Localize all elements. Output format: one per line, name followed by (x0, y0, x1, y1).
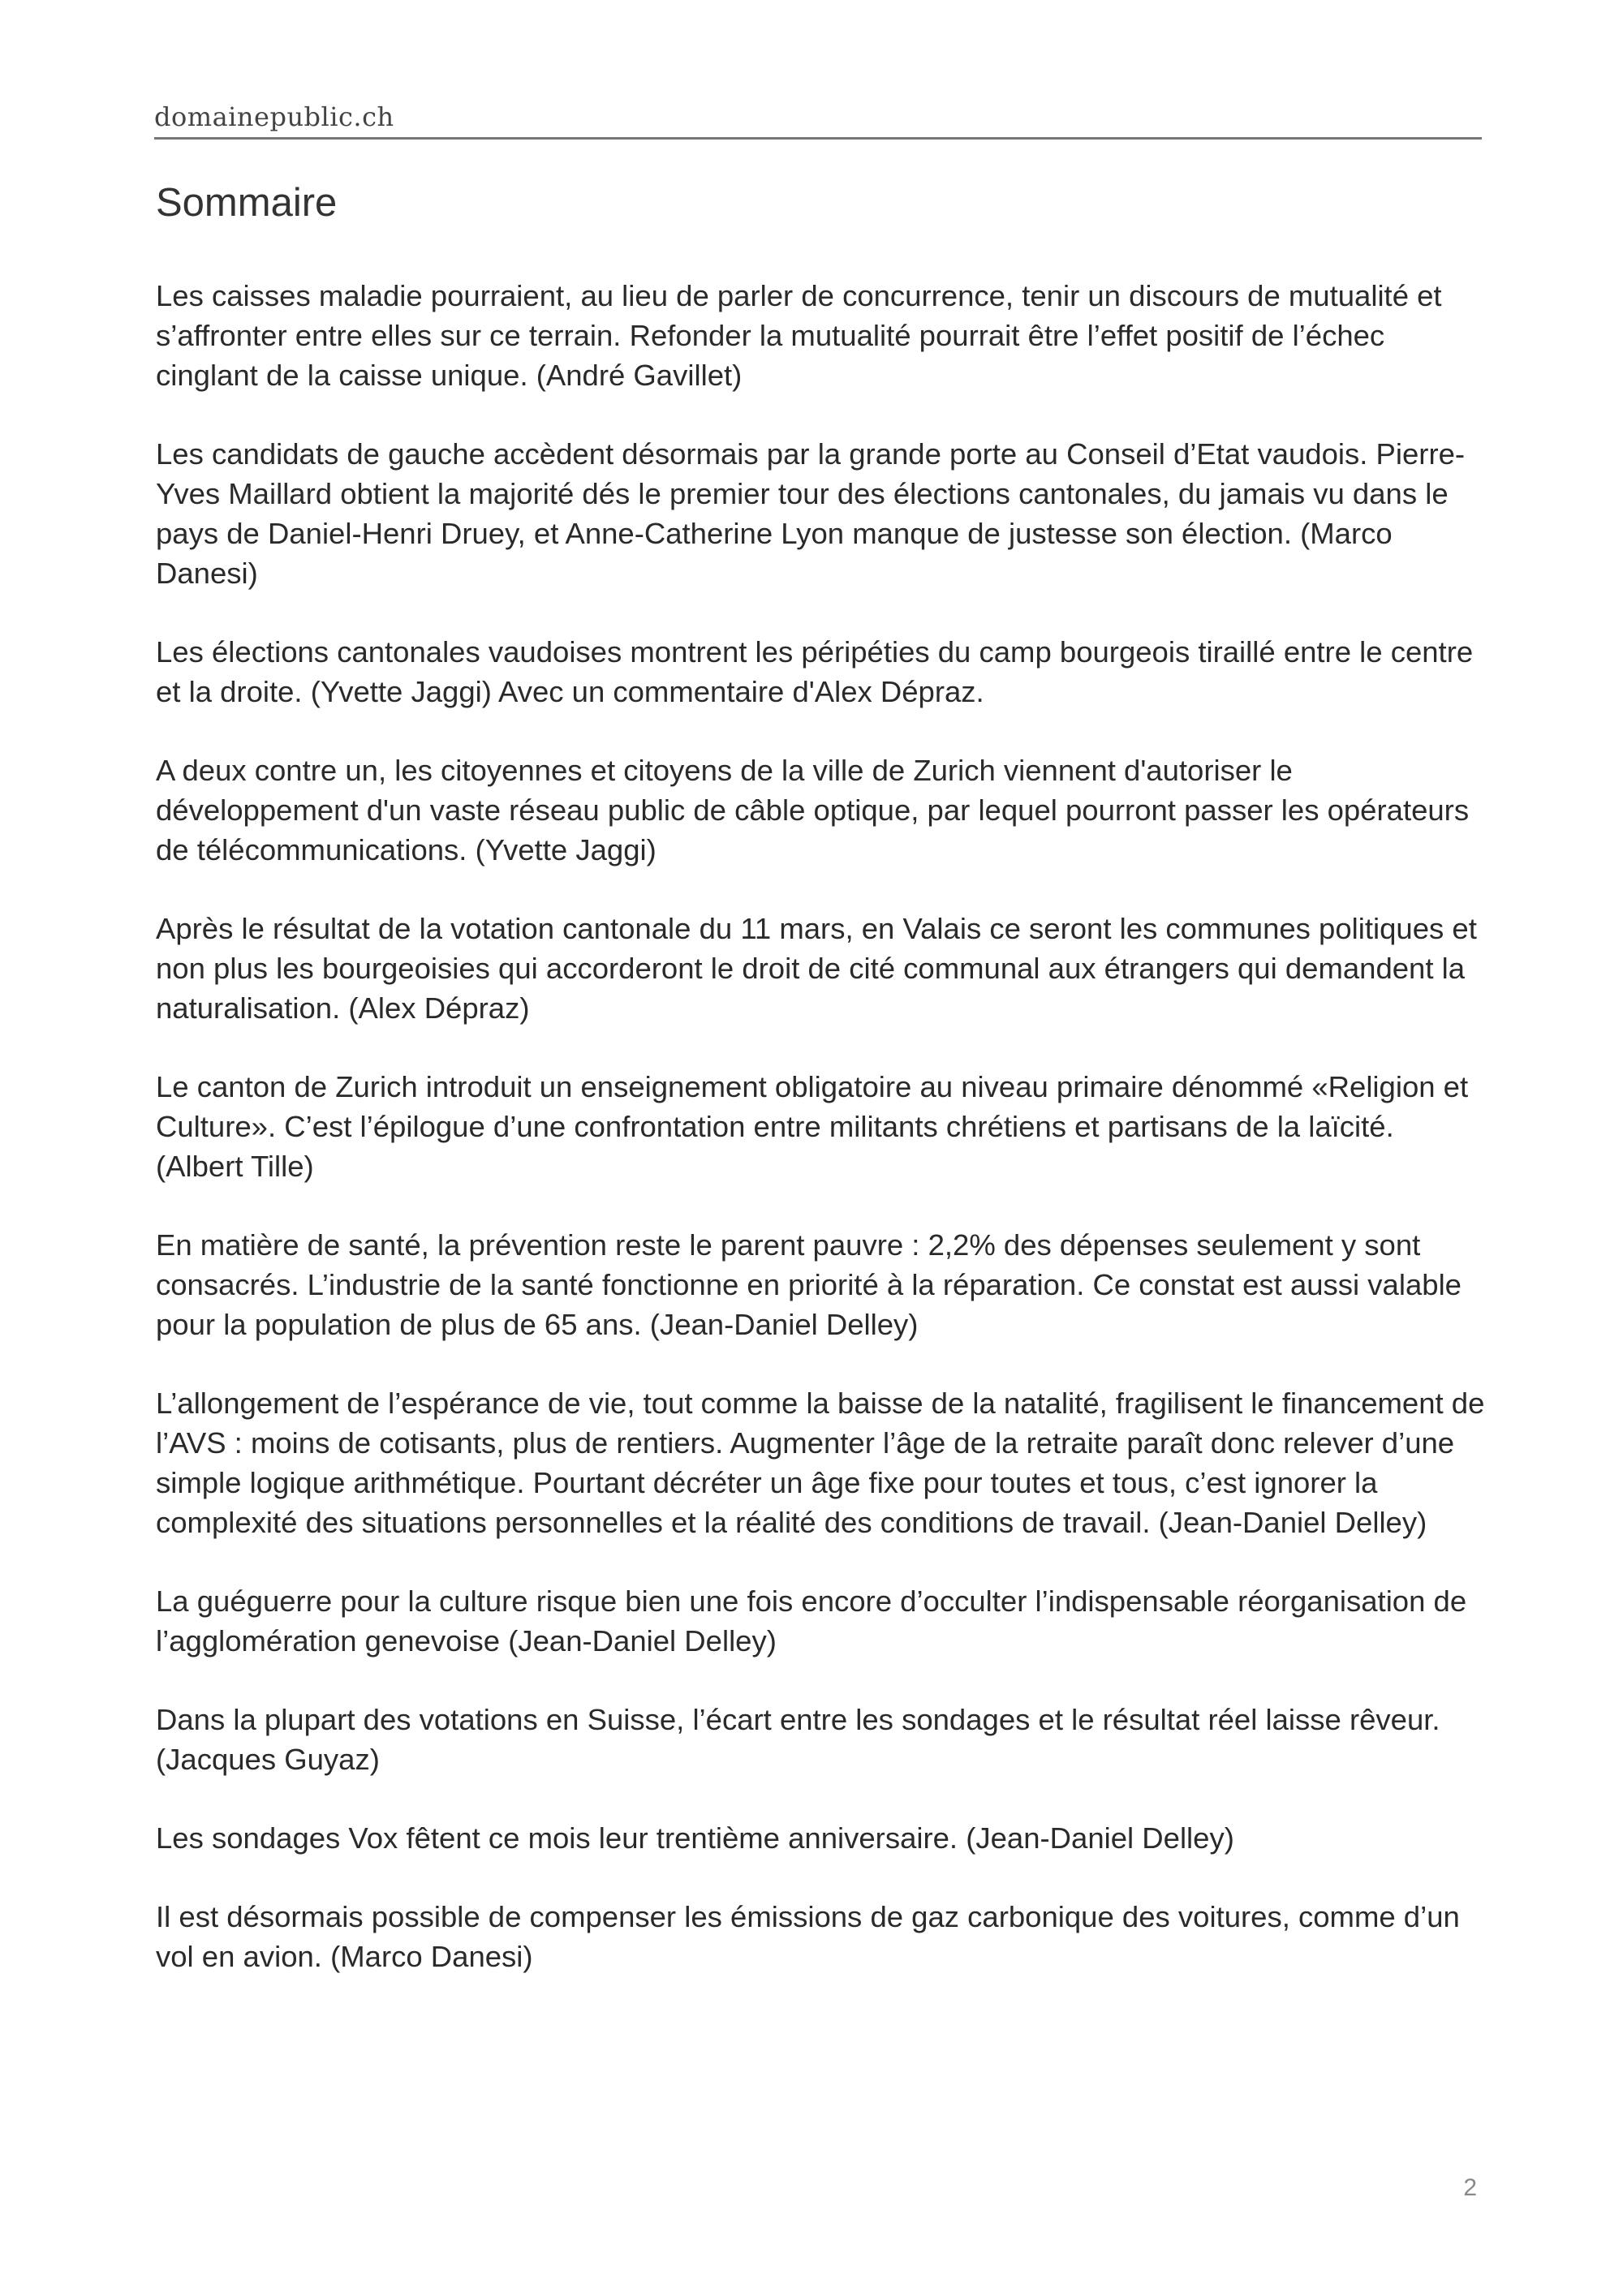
summary-item: Les candidats de gauche accèdent désormais par la grande porte au Conseil d’Etat vaudois. Pierre-Yves Maillard obtient la majorité dés le premier tour des élections cantonales, du jamais vu dans le pays de Daniel-Henri Druey, et Anne-Catherine Lyon manque de justesse son élection. (Marco Danesi) (156, 437, 1466, 590)
summary-item: Les élections cantonales vaudoises montrent les péripéties du camp bourgeois tiraillé entre le centre et la droite. (Yvette Jaggi) Avec un commentaire d'Alex Dépraz. (156, 635, 1474, 708)
summary-item: La guéguerre pour la culture risque bien une fois encore d’occulter l’indispensable réorganisation de l’agglomération genevoise (Jean-Daniel Delley) (156, 1584, 1467, 1658)
site-name: domainepublic.ch (154, 101, 394, 132)
summary-item: L’allongement de l’espérance de vie, tout comme la baisse de la natalité, fragilisent le financement de l’AVS : moins de cotisants, plus de rentiers. Augmenter l’âge de la retraite paraît donc relever d’une simple logique arithmétique. Pourtant décréter un âge fixe pour toutes et tous, c’est ignorer la complexité des situations personnelles et la réalité des conditions de travail. (Jean-Daniel Delley) (156, 1387, 1485, 1539)
site-header (154, 99, 1482, 140)
summary-item: Les caisses maladie pourraient, au lieu de parler de concurrence, tenir un discours de mutualité et s’affronter entre elles sur ce terrain. Refonder la mutualité pourrait être l’effet positif de l’échec cinglant de la caisse unique. (André Gavillet) (156, 279, 1442, 392)
summary-item: Il est désormais possible de compenser les émissions de gaz carbonique des voitures, comme d’un vol en avion. (Marco Danesi) (156, 1900, 1460, 1973)
summary-item: Dans la plupart des votations en Suisse, l’écart entre les sondages et le résultat réel laisse rêveur. (Jacques Guyaz) (156, 1703, 1440, 1776)
page-number: 2 (1463, 2174, 1477, 2201)
summary-item: Le canton de Zurich introduit un enseignement obligatoire au niveau primaire dénommé «Religion et Culture». C’est l’épilogue d’une confrontation entre militants chrétiens et partisans de la laïcité. (Albert Tille) (156, 1070, 1469, 1183)
summary-item: Après le résultat de la votation cantonale du 11 mars, en Valais ce seront les communes politiques et non plus les bourgeoisies qui accorderont le droit de cité communal aux étrangers qui demandent la naturalisation. (Alex Dépraz) (156, 912, 1477, 1025)
summary-item: Les sondages Vox fêtent ce mois leur trentième anniversaire. (Jean-Daniel Delley) (156, 1821, 1234, 1855)
summary-title: Sommaire (156, 181, 338, 225)
summary-list (156, 276, 1487, 2015)
summary-item: En matière de santé, la prévention reste le parent pauvre : 2,2% des dépenses seulement y sont consacrés. L’industrie de la santé fonctionne en priorité à la réparation. Ce constat est aussi valable pour la population de plus de 65 ans. (Jean-Daniel Delley) (156, 1228, 1462, 1341)
summary-item: A deux contre un, les citoyennes et citoyens de la ville de Zurich viennent d'autoriser le développement d'un vaste réseau public de câble optique, par lequel pourront passer les opérateurs de télécommunications. (Yvette Jaggi) (156, 754, 1470, 866)
